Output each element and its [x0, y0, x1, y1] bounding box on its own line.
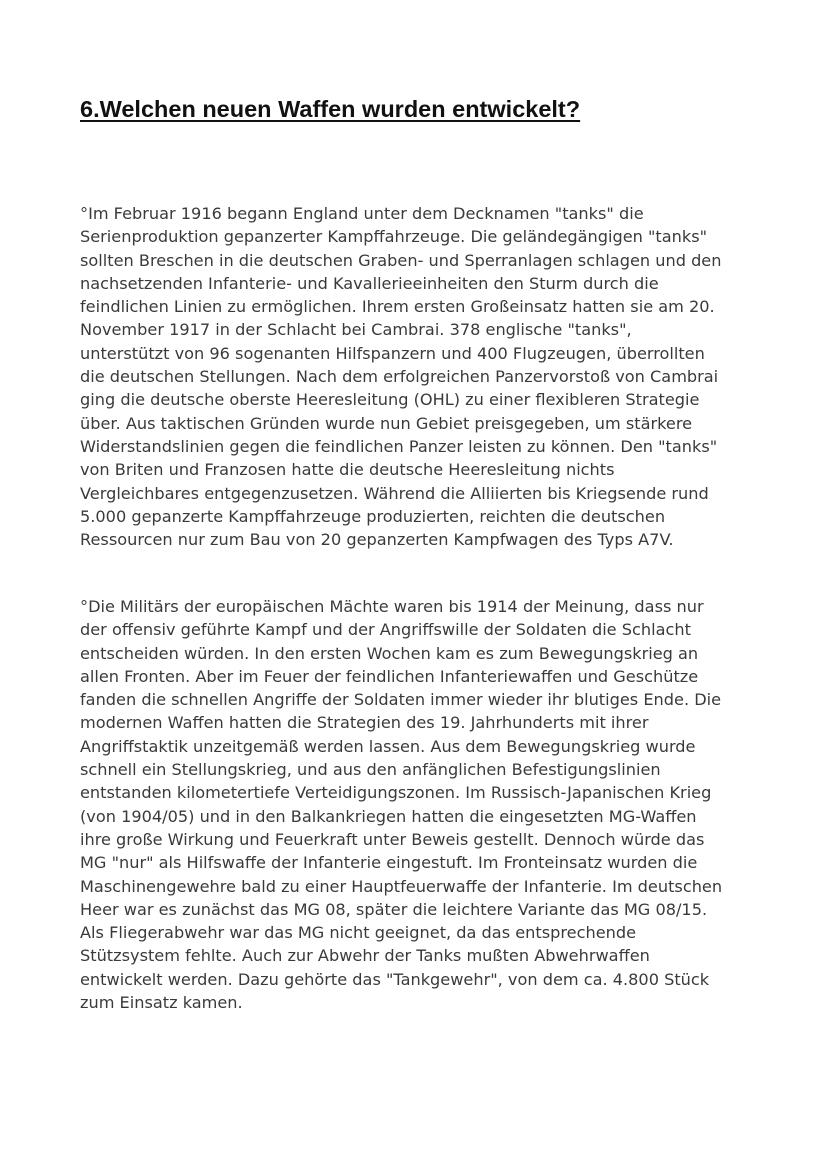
paragraph-line: °Die Militärs der europäischen Mächte waren bis 1914 der Meinung, dass nur — [80, 597, 704, 616]
paragraph-line: zum Einsatz kamen. — [80, 993, 243, 1013]
paragraph-line: Maschinengewehre bald zu einer Hauptfeuerwaffe der Infanterie. Im deutschen — [80, 876, 723, 896]
paragraph-line: sollten Breschen in die deutschen Graben- und Sperranlagen schlagen und den — [80, 250, 722, 270]
paragraph-line: nachsetzenden Infanterie- und Kavallerieeinheiten den Sturm durch die — [80, 273, 659, 293]
paragraph-line: die deutschen Stellungen. Nach dem erfolgreichen Panzervorstoß von Cambrai — [80, 367, 719, 387]
paragraph-line: Widerstandslinien gegen die feindlichen Panzer leisten zu können. Den "tanks" — [80, 436, 718, 456]
page-title: 6.Welchen neuen Waffen wurden entwickelt? — [80, 96, 581, 122]
paragraph-line: (von 1904/05) und in den Balkankriegen hatten die eingesetzten MG-Waffen — [80, 806, 697, 826]
paragraph-machine-guns — [80, 595, 722, 1014]
paragraph-line: feindlichen Linien zu ermöglichen. Ihrem ersten Großeinsatz hatten sie am 20. — [80, 297, 715, 317]
paragraph-line: °Im Februar 1916 begann England unter dem Decknamen "tanks" die — [80, 204, 644, 223]
paragraph-line: November 1917 in der Schlacht bei Cambrai. 378 englische "tanks", — [80, 320, 632, 340]
paragraph-tanks — [80, 202, 721, 551]
paragraph-line: Stützsystem fehlte. Auch zur Abwehr der Tanks mußten Abwehrwaffen — [80, 946, 650, 966]
paragraph-line: 5.000 gepanzerte Kampffahrzeuge produzierten, reichten die deutschen — [80, 506, 666, 526]
paragraph-line: ihre große Wirkung und Feuerkraft unter Beweis gestellt. Dennoch würde das — [80, 829, 705, 849]
paragraph-line: Ressourcen nur zum Bau von 20 gepanzerten Kampfwagen des Typs A7V. — [80, 530, 674, 550]
paragraph-line: MG "nur" als Hilfswaffe der Infanterie eingestuft. Im Fronteinsatz wurden die — [80, 853, 698, 873]
paragraph-line: Vergleichbares entgegenzusetzen. Während die Alliierten bis Kriegsende rund — [80, 483, 709, 503]
paragraph-line: unterstützt von 96 sogenanten Hilfspanzern und 400 Flugzeugen, überrollten — [80, 343, 705, 363]
paragraph-line: entwickelt werden. Dazu gehörte das "Tankgewehr", von dem ca. 4.800 Stück — [80, 969, 710, 989]
paragraph-line: fanden die schnellen Angriffe der Soldaten immer wieder ihr blutiges Ende. Die — [80, 690, 722, 710]
paragraph-line: Angriffstaktik unzeitgemäß werden lassen. Aus dem Bewegungskrieg wurde — [80, 736, 696, 756]
paragraph-line: Als Fliegerabwehr war das MG nicht geeignet, da das entsprechende — [80, 923, 637, 943]
paragraph-line: über. Aus taktischen Gründen wurde nun Gebiet preisgegeben, um stärkere — [80, 413, 693, 433]
paragraph-line: entscheiden würden. In den ersten Wochen kam es zum Bewegungskrieg an — [80, 643, 699, 663]
paragraph-line: ging die deutsche oberste Heeresleitung (OHL) zu einer flexibleren Strategie — [80, 390, 700, 410]
paragraph-line: allen Fronten. Aber im Feuer der feindlichen Infanteriewaffen und Geschütze — [80, 666, 699, 686]
paragraph-line: von Briten und Franzosen hatte die deutsche Heeresleitung nichts — [80, 460, 615, 480]
paragraph-line: Heer war es zunächst das MG 08, später die leichtere Variante das MG 08/15. — [80, 899, 708, 919]
paragraph-line: entstanden kilometertiefe Verteidigungszonen. Im Russisch-Japanischen Krieg — [80, 783, 712, 803]
paragraph-line: der offensiv geführte Kampf und der Angriffswille der Soldaten die Schlacht — [80, 620, 691, 640]
paragraph-line: modernen Waffen hatten die Strategien des 19. Jahrhunderts mit ihrer — [80, 713, 649, 733]
paragraph-line: Serienproduktion gepanzerter Kampffahrzeuge. Die geländegängigen "tanks" — [80, 227, 708, 247]
paragraph-line: schnell ein Stellungskrieg, und aus den anfänglichen Befestigungslinien — [80, 760, 661, 780]
